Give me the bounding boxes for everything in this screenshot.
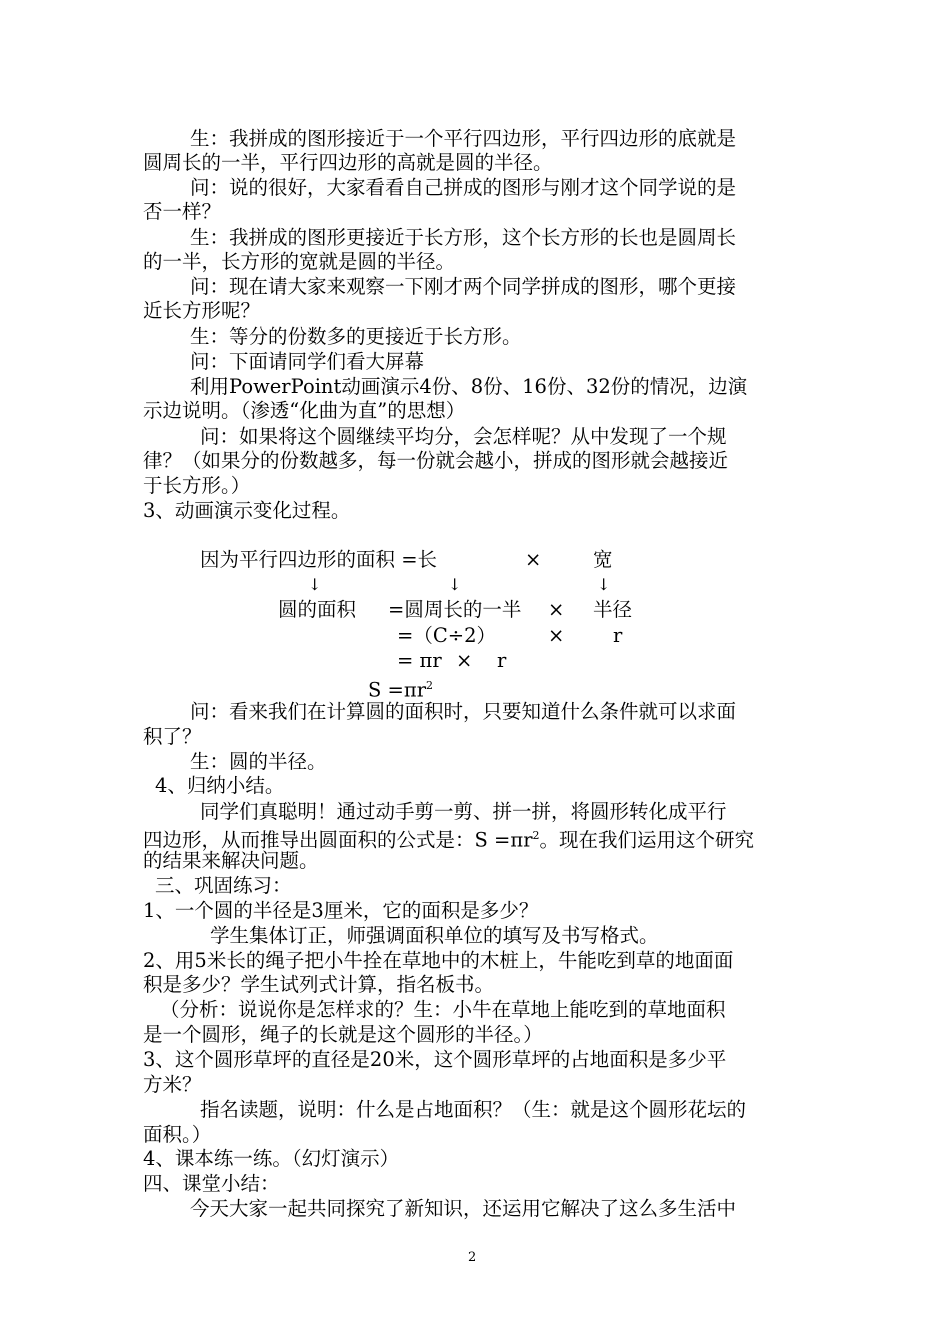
- derivation-row-3-times: ×: [548, 624, 565, 647]
- text-line: 面积。）: [143, 1123, 212, 1146]
- text-line: 否一样？: [143, 200, 222, 223]
- derivation-row-2-right: 半径: [593, 598, 633, 621]
- text-line: 近长方形呢？: [143, 299, 261, 322]
- text-line: 律？（如果分的份数越多，每一份就会越小，拼成的图形就会越接近: [143, 449, 729, 472]
- page-number: 2: [468, 1250, 477, 1265]
- text-line: 问：现在请大家来观察一下刚才两个同学拼成的图形，哪个更接: [190, 275, 737, 298]
- text-line: 生：我拼成的图形接近于一个平行四边形，平行四边形的底就是: [190, 127, 737, 150]
- text-line: 同学们真聪明！通过动手剪一剪、拼一拼，将圆形转化成平行: [200, 800, 727, 823]
- derivation-row-4-times: ×: [456, 649, 473, 672]
- down-arrow-icon: ↓: [448, 575, 462, 594]
- text-line: 生：圆的半径。: [190, 750, 327, 773]
- section-heading: 4、归纳小结。: [155, 774, 285, 797]
- section-heading: 三、巩固练习：: [155, 874, 292, 897]
- section-heading: 3、动画演示变化过程。: [143, 499, 351, 522]
- text-line: 问：说的很好，大家看看自己拼成的图形与刚才这个同学说的是: [190, 176, 737, 199]
- text-line: 是一个圆形，绳子的长就是这个圆形的半径。）: [143, 1023, 543, 1046]
- derivation-row-3-mid: =（C÷2）: [397, 624, 497, 647]
- text-line: 问：看来我们在计算圆的面积时，只要知道什么条件就可以求面: [190, 700, 737, 723]
- text-line: 示边说明。（渗透“化曲为直”的思想）: [143, 399, 466, 422]
- area-formula: $S =\pi r^2$: [368, 678, 434, 702]
- text-line: 于长方形。）: [143, 474, 251, 497]
- text-line: 方米？: [143, 1073, 202, 1096]
- section-heading: 四、课堂小结：: [143, 1172, 280, 1195]
- text-line: 生：我拼成的图形更接近于长方形，这个长方形的长也是圆周长: [190, 226, 737, 249]
- derivation-row-1-right: 宽: [593, 548, 613, 571]
- text-line: （分析：说说你是怎样求的？生：小牛在草地上能吃到的草地面积: [160, 998, 726, 1021]
- text-line: 指名读题，说明：什么是占地面积？（生：就是这个圆形花坛的: [200, 1098, 747, 1121]
- derivation-row-4-right: r: [497, 649, 507, 672]
- text-line: 利用PowerPoint动画演示4份、8份、16份、32份的情况，边演: [190, 375, 748, 398]
- down-arrow-icon: ↓: [308, 575, 322, 594]
- text-line: 今天大家一起共同探究了新知识，还运用它解决了这么多生活中: [190, 1197, 737, 1220]
- text-line: 四边形，从而推导出圆面积的公式是：$S =\pi r^2$。现在我们运用这个研究: [143, 828, 755, 852]
- exercise-item: 2、用5米长的绳子把小牛拴在草地中的木桩上，牛能吃到草的地面面: [143, 949, 734, 972]
- derivation-row-2-times: ×: [548, 598, 565, 621]
- text-line: 积是多少？学生试列式计算，指名板书。: [143, 973, 495, 996]
- derivation-row-2-left: 圆的面积: [278, 598, 357, 621]
- text-line: 的结果来解决问题。: [143, 849, 319, 872]
- exercise-item: 3、这个圆形草坪的直径是20米，这个圆形草坪的占地面积是多少平: [143, 1048, 727, 1071]
- derivation-row-3-right: r: [613, 624, 623, 647]
- down-arrow-icon: ↓: [597, 575, 611, 594]
- text-line: 问：如果将这个圆继续平均分，会怎样呢？从中发现了一个规: [200, 425, 727, 448]
- text-line: 生：等分的份数多的更接近于长方形。: [190, 325, 522, 348]
- text-line: 的一半，长方形的宽就是圆的半径。: [143, 250, 456, 273]
- text-line: 问：下面请同学们看大屏幕: [190, 350, 425, 373]
- text-line: 积了？: [143, 725, 202, 748]
- exercise-item: 1、一个圆的半径是3厘米，它的面积是多少？: [143, 899, 539, 922]
- exercise-item: 4、课本练一练。（幻灯演示）: [143, 1147, 400, 1170]
- derivation-row-1-left: 因为平行四边形的面积 =长: [200, 548, 438, 571]
- text-line: 圆周长的一半，平行四边形的高就是圆的半径。: [143, 151, 553, 174]
- derivation-row-2-mid: =圆周长的一半: [388, 598, 522, 621]
- text-line: 学生集体订正，师强调面积单位的填写及书写格式。: [210, 924, 659, 947]
- derivation-row-1-times: ×: [525, 548, 542, 571]
- derivation-row-4-mid: = πr: [397, 649, 442, 672]
